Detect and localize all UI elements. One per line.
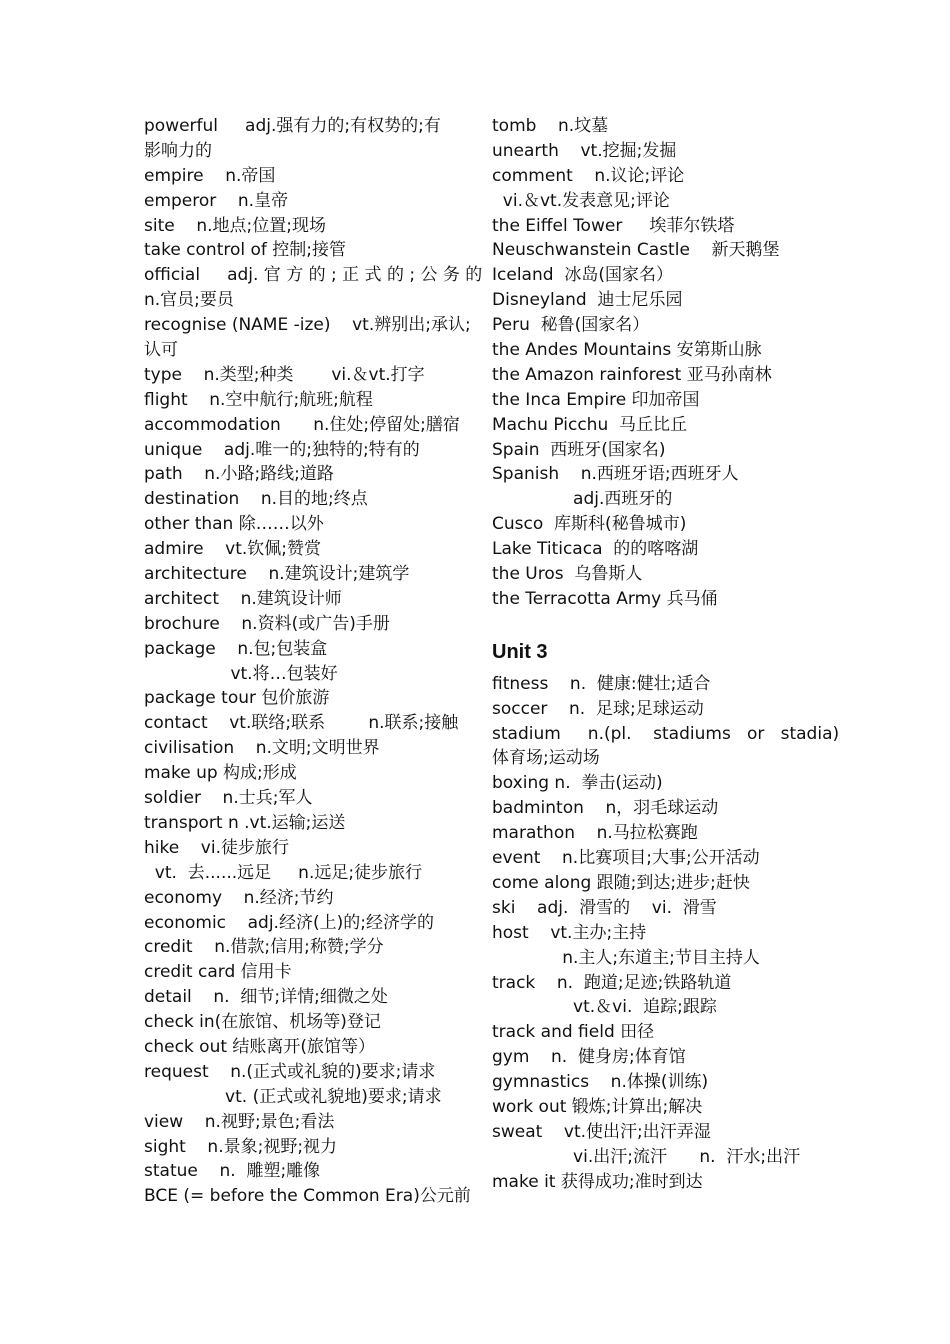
vocab-entry-line: statue n. 雕塑;雕像 (144, 1161, 321, 1182)
vocab-entry-line: Spanish n.西班牙语;西班牙人 (492, 464, 739, 485)
vocab-entry-line: unique adj.唯一的;独特的;特有的 (144, 439, 420, 460)
vocab-entry-line: powerful adj.强有力的;有权势的;有 (144, 116, 441, 136)
vocab-entry-line: Peru 秘鲁(国家名） (492, 315, 650, 336)
vocab-entry-line: emperor n.皇帝 (144, 190, 289, 211)
vocab-entry-line: vt. 去......远足 n.远足;徒步旅行 (144, 862, 423, 883)
vocab-entry-line: package n.包;包装盒 (144, 638, 328, 659)
vocab-entry-line: n.官员;要员 (144, 290, 234, 311)
vocab-entry-line: track and field 田径 (492, 1022, 655, 1043)
vocab-entry-line: n.主人;东道主;节目主持人 (492, 947, 760, 968)
vocab-entry-line: hike vi.徒步旅行 (144, 837, 289, 858)
vocab-entry-line: vt.将…包装好 (144, 663, 338, 684)
vocab-entry-line: comment n.议论;评论 (492, 165, 685, 186)
vocab-entry-line: accommodation n.住处;停留处;膳宿 (144, 414, 460, 435)
vocab-entry-line: architecture n.建筑设计;建筑学 (144, 564, 410, 585)
vocab-entry-line: type n.类型;种类 vi.＆vt.打字 (144, 364, 425, 385)
vocab-entry-line: stadium n.(pl. stadiums or stadia) (492, 723, 840, 744)
vocab-entry-line: 认可 (144, 340, 178, 361)
vocab-entry-line: package tour 包价旅游 (144, 688, 330, 709)
vocab-entry-line: Neuschwanstein Castle 新天鹅堡 (492, 240, 780, 261)
vocab-entry-line: the Inca Empire 印加帝国 (492, 389, 700, 410)
vocab-entry-line: fitness n. 健康:健壮;适合 (492, 673, 711, 694)
vocab-entry-line: boxing n. 拳击(运动) (492, 773, 663, 794)
vocab-entry-line: take control of 控制;接管 (144, 240, 347, 261)
vocab-entry-line: flight n.空中航行;航班;航程 (144, 389, 373, 410)
vocab-entry-line: track n. 跑道;足迹;铁路轨道 (492, 972, 732, 993)
vocab-entry-line: vi.＆vt.发表意见;评论 (492, 190, 670, 211)
vocab-entry-line: work out 锻炼;计算出;解决 (492, 1096, 703, 1117)
vocab-entry-line: 影响力的 (144, 140, 212, 161)
vocab-entry-line: 体育场;运动场 (492, 748, 600, 769)
vocab-entry-line: contact vt.联络;联系 n.联系;接触 (144, 713, 459, 734)
vocab-entry-line: gym n. 健身房;体育馆 (492, 1047, 686, 1068)
left-column (144, 114, 483, 1209)
vocab-entry-line: vt.＆vi. 追踪;跟踪 (492, 997, 717, 1018)
vocab-entry-line: view n.视野;景色;看法 (144, 1111, 335, 1132)
vocab-entry-line: adj.西班牙的 (492, 489, 673, 510)
vocab-entry-line: site n.地点;位置;现场 (144, 215, 326, 236)
vocab-entry-line: sight n.景象;视野;视力 (144, 1136, 338, 1157)
vocab-entry-line: civilisation n.文明;文明世界 (144, 738, 380, 759)
vocab-entry-line: the Andes Mountains 安第斯山脉 (492, 340, 762, 361)
vocab-entry-line: unearth vt.挖掘;发掘 (492, 140, 677, 161)
vocab-entry-line: host vt.主办;主持 (492, 922, 647, 943)
vocab-entry-line: brochure n.资料(或广告)手册 (144, 613, 390, 634)
vocab-entry-line: the Uros 乌鲁斯人 (492, 564, 643, 585)
vocab-entry-line: check out 结账离开(旅馆等） (144, 1036, 376, 1057)
right-column (492, 114, 840, 1195)
vocab-entry-line: vt. (正式或礼貌地)要求;请求 (144, 1086, 442, 1107)
vocab-entry-line: sweat vt.使出汗;出汗弄湿 (492, 1121, 711, 1142)
vocab-entry-line: event n.比赛项目;大事;公开活动 (492, 848, 760, 869)
vocab-entry-line: vi.出汗;流汗 n. 汗水;出汗 (492, 1146, 801, 1167)
vocab-entry-line: marathon n.马拉松赛跑 (492, 823, 698, 844)
vocab-entry-line: recognise (NAME -ize) vt.辨别出;承认; (144, 315, 471, 336)
vocab-entry-line: Cusco 库斯科(秘鲁城市) (492, 514, 687, 535)
vocab-entry-line: economy n.经济;节约 (144, 887, 334, 908)
vocab-entry-line: economic adj.经济(上)的;经济学的 (144, 912, 434, 933)
vocab-entry-line: transport n .vt.运输;运送 (144, 812, 346, 833)
vocab-entry-line: detail n. 细节;详情;细微之处 (144, 987, 388, 1008)
vocab-entry-line: come along 跟随;到达;进步;赶快 (492, 872, 750, 893)
vocab-entry-line: badminton n，羽毛球运动 (492, 798, 719, 819)
right-column-entries (492, 114, 810, 612)
vocab-entry-line: Lake Titicaca 的的喀喀湖 (492, 539, 699, 560)
vocab-entry-line: soldier n.士兵;军人 (144, 788, 313, 809)
vocab-entry-line: Iceland 冰岛(国家名） (492, 265, 673, 286)
vocab-entry-line: credit n.借款;信用;称赞;学分 (144, 937, 384, 958)
unit-heading: Unit 3 (492, 640, 548, 663)
vocab-entry-line: the Amazon rainforest 亚马孙南林 (492, 364, 772, 385)
vocab-entry-line: admire vt.钦佩;赞赏 (144, 539, 322, 560)
vocab-entry-line: architect n.建筑设计师 (144, 588, 342, 609)
vocab-entry-line: Disneyland 迪士尼乐园 (492, 290, 683, 311)
vocab-entry-line: the Eiffel Tower 埃菲尔铁塔 (492, 215, 735, 236)
vocab-entry-line: Machu Picchu 马丘比丘 (492, 414, 688, 435)
vocab-entry-line: soccer n. 足球;足球运动 (492, 698, 704, 719)
vocab-entry-line: the Terracotta Army 兵马俑 (492, 588, 718, 609)
unit-3-entries (492, 672, 840, 1195)
vocab-entry-line: credit card 信用卡 (144, 962, 292, 983)
vocab-entry-line: check in(在旅馆、机场等)登记 (144, 1012, 381, 1033)
section-gap (492, 612, 810, 637)
vocab-entry-line: destination n.目的地;终点 (144, 489, 368, 510)
vocab-entry-line: other than 除……以外 (144, 514, 324, 535)
vocab-entry-line: tomb n.坟墓 (492, 116, 609, 136)
vocab-entry-line: gymnastics n.体操(训练) (492, 1072, 709, 1093)
vocab-entry-line: Spain 西班牙(国家名) (492, 439, 666, 460)
vocab-entry-line: request n.(正式或礼貌的)要求;请求 (144, 1061, 436, 1082)
vocab-entry-line: ski adj. 滑雪的 vi. 滑雪 (492, 897, 717, 918)
vocab-entry-line: official adj. 官 方 的 ; 正 式 的 ; 公 务 的 (144, 265, 483, 286)
vocab-entry-line: make it 获得成功;准时到达 (492, 1171, 703, 1192)
vocab-entry-line: path n.小路;路线;道路 (144, 464, 334, 485)
vocab-entry-line: BCE (= before the Common Era)公元前 (144, 1186, 471, 1207)
vocab-entry-line: empire n.帝国 (144, 165, 276, 186)
vocab-entry-line: make up 构成;形成 (144, 763, 297, 784)
